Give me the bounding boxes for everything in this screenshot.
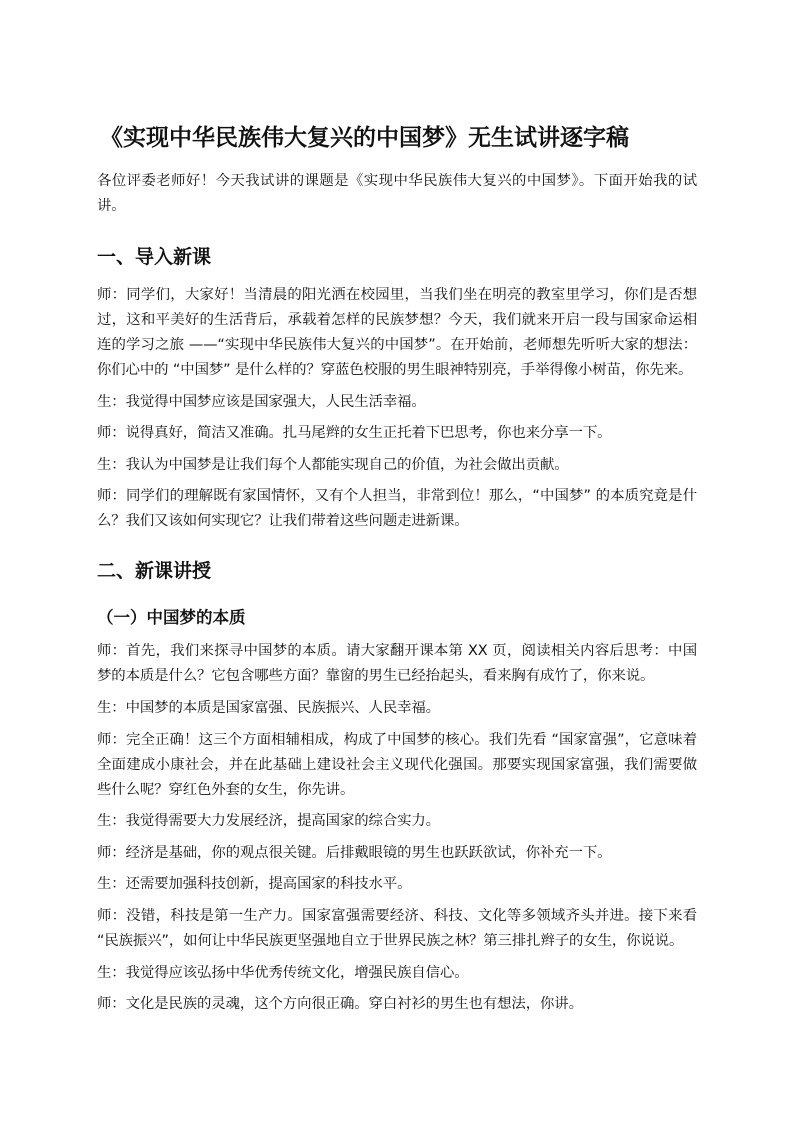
section-heading-new-lesson: 二、新课讲授	[97, 560, 212, 583]
document-title: 《实现中华民族伟大复兴的中国梦》无生试讲逐字稿	[100, 125, 629, 151]
paragraph: 师：说得真好，简洁又准确。扎马尾辫的女生正托着下巴思考，你也来分享一下。	[97, 425, 612, 442]
paragraph: 生：我觉得需要大力发展经济，提高国家的综合实力。	[97, 813, 440, 830]
document-body	[97, 169, 697, 1024]
paragraph: 师：经济是基础，你的观点很关键。后排戴眼镜的男生也跃跃欲试，你补充一下。	[97, 844, 612, 861]
paragraph: 师：首先，我们来探寻中国梦的本质。请大家翻开课本第 XX 页，阅读相关内容后思考：中国梦的本质是什么？它包含哪些方面？靠窗的男生已经抬起头，看来胸有成竹了，你来说。	[97, 643, 697, 685]
paragraph: 师：同学们的理解既有家国情怀，又有个人担当，非常到位！那么，“中国梦” 的本质究竟是什么？我们又该如何实现它？让我们带着这些问题走进新课。	[97, 488, 697, 530]
paragraph: 师：文化是民族的灵魂，这个方向很正确。穿白衬衫的男生也有想法，你讲。	[97, 996, 583, 1013]
paragraph: 师：完全正确！这三个方面相辅相成，构成了中国梦的核心。我们先看 “国家富强”，它意味着全面建成小康社会，并在此基础上建设社会主义现代化强国。那要实现国家富强，我们需要做些什么呢？穿红色外套的女生，你先讲。	[97, 731, 697, 798]
paragraph: 生：我觉得中国梦应该是国家强大，人民生活幸福。	[97, 393, 426, 410]
paragraph: 生：还需要加强科技创新，提高国家的科技水平。	[97, 876, 412, 893]
paragraph: 师：同学们，大家好！当清晨的阳光洒在校园里，当我们坐在明亮的教室里学习，你们是否想过，这和平美好的生活背后，承载着怎样的民族梦想？今天，我们就来开启一段与国家命运相连的学习之旅 ——“实现中华民族伟大复兴的中国梦”。在开始前，老师想先听听大家的想法：你们心中的 “中国梦” 是什么样的？穿蓝色校服的男生眼神特别亮，手举得像小树苗，你先来。	[97, 287, 697, 378]
intro-paragraph: 各位评委老师好！今天我试讲的课题是《实现中华民族伟大复兴的中国梦》。下面开始我的试讲。	[97, 173, 697, 214]
paragraph: 生：中国梦的本质是国家富强、民族振兴、人民幸福。	[97, 699, 440, 716]
paragraph: 生：我觉得应该弘扬中华优秀传统文化，增强民族自信心。	[97, 964, 469, 981]
section-heading-intro: 一、导入新课	[97, 246, 212, 268]
subsection-heading-essence: （一）中国梦的本质	[97, 608, 246, 628]
paragraph: 师：没错，科技是第一生产力。国家富强需要经济、科技、文化等多领域齐头并进。接下来看 “民族振兴”，如何让中华民族更坚强地自立于世界民族之林？第三排扎辫子的女生，你说说。	[97, 907, 697, 949]
paragraph: 生：我认为中国梦是让我们每个人都能实现自己的价值，为社会做出贡献。	[97, 456, 569, 473]
